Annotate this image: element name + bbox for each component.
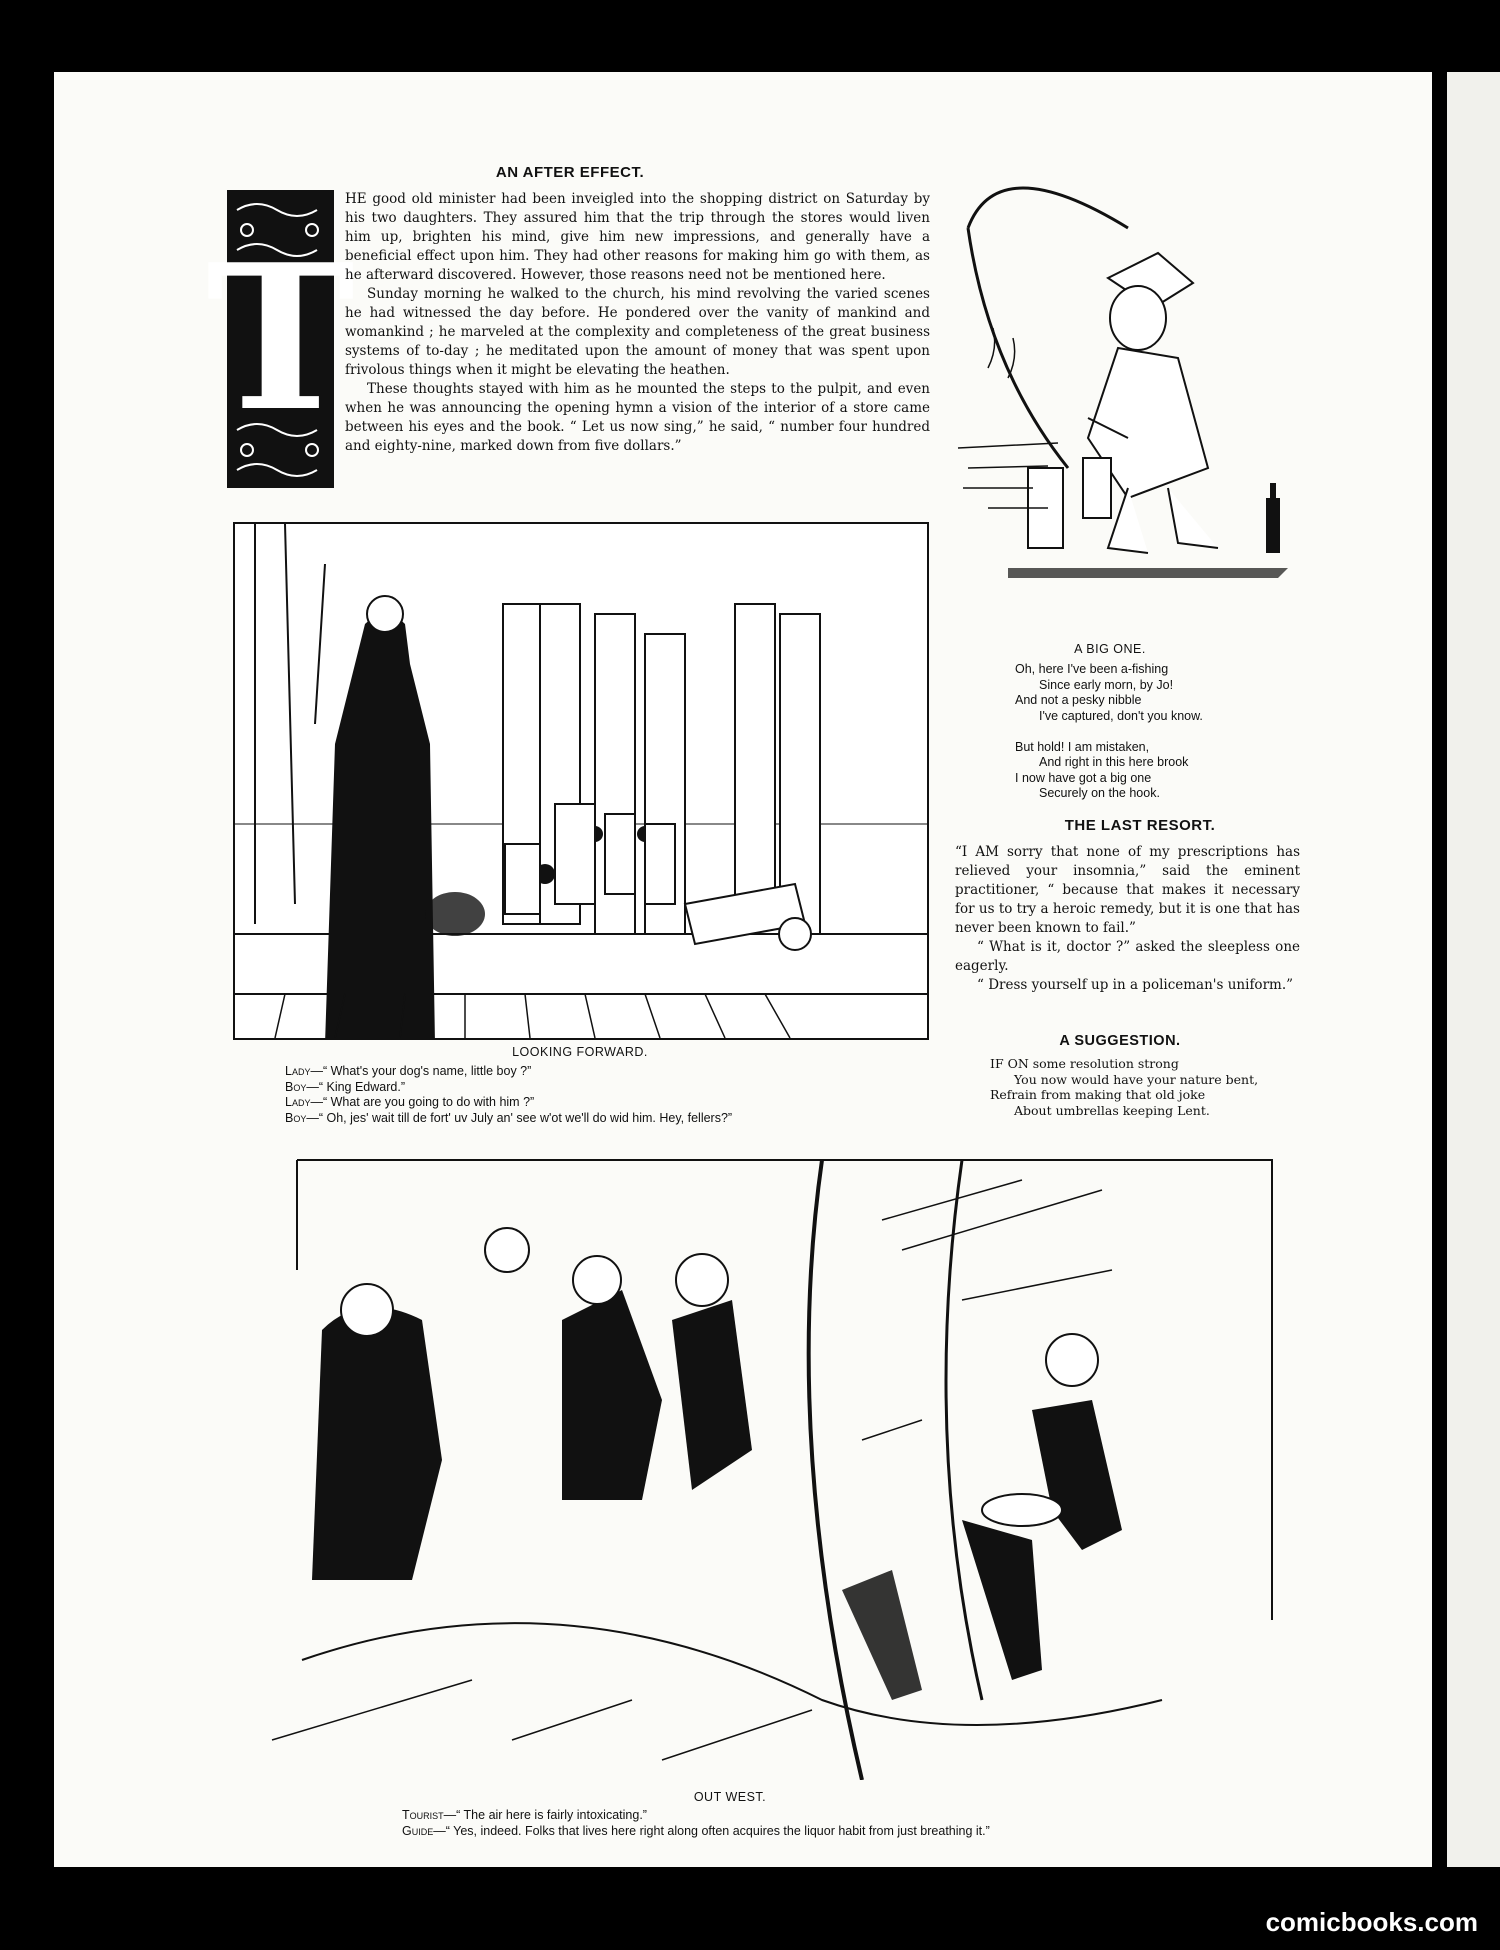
out-west-dialogue (402, 1808, 1302, 1839)
speaker-label: Lady (285, 1064, 311, 1078)
poem-line: I now have got a big one (1015, 770, 1152, 785)
dialogue-text: —“ King Edward.” (306, 1079, 405, 1094)
speaker-label: Lady (285, 1095, 311, 1109)
dialogue-line (285, 1095, 905, 1111)
poem-line: You now would have your nature bent, (1014, 1071, 1259, 1087)
last-resort-paragraph: “ Dress yourself up in a policeman's uniform.” (977, 977, 1294, 993)
poem-line: Refrain from making that old joke (990, 1087, 1206, 1102)
poem-line: IF ON some resolution strong (990, 1056, 1179, 1071)
dialogue-line (285, 1111, 905, 1127)
poem-line: And right in this here brook (1039, 755, 1189, 769)
dialogue-text: —“ What are you going to do with him ?” (310, 1095, 535, 1109)
out-west-title: OUT WEST. (693, 1790, 767, 1804)
drop-cap-letter: T (206, 221, 355, 456)
speaker-label: Boy (285, 1079, 307, 1094)
looking-forward-dialogue (285, 1064, 905, 1126)
poem-line: Since early morn, by Jo! (1039, 677, 1174, 692)
last-resort-paragraph: “ What is it, doctor ?” asked the sleepless one eagerly. (955, 939, 1300, 974)
looking-forward-title: LOOKING FORWARD. (512, 1045, 648, 1059)
last-resort-paragraph: “I AM sorry that none of my prescriptions has relieved your insomnia,” said the eminent practitioner, “ because that makes it necessary for us to try a heroic remedy, but it is one that has never been known to fail.” (955, 844, 1300, 936)
speaker-label: Tourist (402, 1808, 444, 1822)
after-effect-paragraph: Sunday morning he walked to the church, his mind revolving the varied scenes he had witnessed the day before. He pondered over the vanity of mankind and womankind ; he marveled at the complexity and completeness of the great business systems of to-day ; he meditated upon the amount of money that was spent upon frivolous things when it might be elevating the heathen. (345, 286, 930, 378)
ornamental-drop-cap (206, 190, 355, 488)
suggestion-poem (990, 1056, 1290, 1118)
poem-line: Securely on the hook. (1039, 786, 1160, 800)
suggestion-title: A SUGGESTION. (1059, 1033, 1181, 1049)
looking-forward-illustration (233, 522, 929, 1040)
after-effect-paragraph: These thoughts stayed with him as he mounted the steps to the pulpit, and even when he was announcing the opening hymn a vision of the interior of a store came between his eyes and the book. “ Let us now sing,” he said, “ number four hundred and eighty-nine, marked down from five dollars.” (345, 381, 930, 454)
poem-line: Oh, here I've been a-fishing (1015, 662, 1169, 676)
speaker-label: Guide (402, 1823, 434, 1838)
last-resort-title: THE LAST RESORT. (1064, 817, 1216, 834)
vine-ornament-icon (227, 190, 334, 488)
big-one-title: A BIG ONE. (1074, 642, 1146, 656)
dialogue-line (402, 1824, 1302, 1840)
dialogue-line (285, 1080, 905, 1096)
speaker-label: Boy (285, 1110, 307, 1125)
after-effect-title: AN AFTER EFFECT. (495, 164, 645, 181)
after-effect-story (345, 190, 930, 456)
fisherman-illustration (948, 168, 1318, 648)
out-west-illustration (262, 1140, 1282, 1780)
last-resort-story (955, 843, 1300, 995)
dialogue-text: —“ What's your dog's name, little boy ?” (310, 1064, 532, 1078)
poem-line: And not a pesky nibble (1015, 693, 1142, 707)
poem-line (1015, 724, 1275, 740)
dialogue-line (285, 1064, 905, 1080)
dialogue-text: —“ The air here is fairly intoxicating.” (443, 1808, 647, 1822)
facing-page-edge (1447, 72, 1500, 1867)
dialogue-text: —“ Yes, indeed. Folks that lives here right along often acquires the liquor habit from just breathing it.” (433, 1823, 990, 1838)
poem-line: But hold! I am mistaken, (1015, 739, 1150, 754)
poem-line: About umbrellas keeping Lent. (1014, 1102, 1210, 1118)
big-one-poem (1015, 662, 1275, 802)
poem-line: I've captured, don't you know. (1039, 708, 1203, 723)
dialogue-line (402, 1808, 1302, 1824)
dialogue-text: —“ Oh, jes' wait till de fort' uv July an' see w'ot we'll do wid him. Hey, fellers?” (306, 1110, 733, 1125)
watermark-text: comicbooks.com (1265, 1907, 1478, 1937)
after-effect-paragraph: HE good old minister had been inveigled into the shopping district on Saturday by his two daughters. They assured him that the trip through the stores would liven him up, brighten his mind, give him new impressions, and generally have a beneficial effect upon him. They had other reasons for making him go with them, as he afterward discovered. However, those reasons need not be mentioned here. (345, 191, 930, 283)
